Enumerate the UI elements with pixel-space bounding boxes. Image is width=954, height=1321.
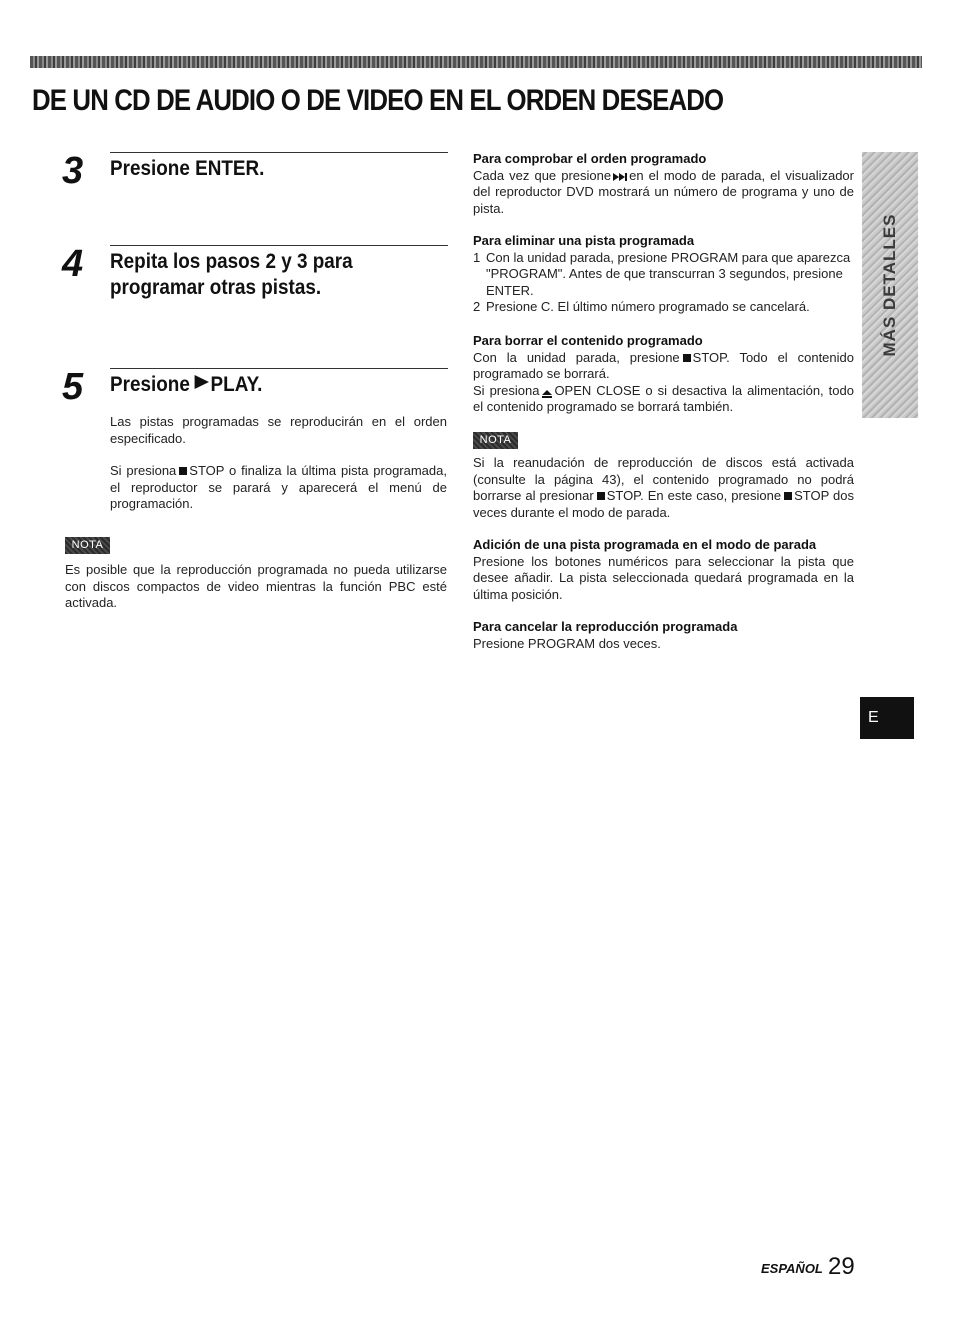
list-item [473, 299, 854, 316]
stop-icon [683, 354, 691, 362]
eject-icon [542, 390, 552, 398]
step-divider [110, 245, 448, 246]
nota-text: Es posible que la reproducción programada no pueda utilizarse con discos compactos de video mientras la función PBC esté activada. [65, 562, 447, 610]
step-title: Presione ENTER. [110, 157, 265, 180]
section-heading: Para borrar el contenido programado [473, 333, 703, 348]
section-text: Presione los botones numéricos para seleccionar la pista que desee añadir. La pista seleccionada quedará programada en la última posición. [473, 553, 854, 602]
list-text: Con la unidad parada, presione PROGRAM para que aparezca "PROGRAM". Antes de que transcurran 3 segundos, presione ENTER. [486, 249, 851, 298]
header-decorative-bar [30, 56, 922, 68]
section-heading: Adición de una pista programada en el modo de parada [473, 537, 817, 552]
stop-icon [597, 492, 605, 500]
section-cancel-program [473, 619, 854, 652]
text-fragment: Con la unidad parada, presione [473, 349, 680, 365]
text-fragment: STOP o finaliza la última pista programada, el reproductor se parará y aparecerá el menú de programación. [110, 463, 447, 511]
text-fragment: STOP. Todo el contenido programado se borrará. [473, 349, 854, 381]
step-number: 3 [62, 150, 84, 192]
text-fragment: Si presiona [473, 382, 540, 398]
step-number: 5 [62, 366, 84, 408]
list-text: Presione C. El último número programado se cancelará. [486, 299, 810, 314]
text-fragment: Cada vez que presione [473, 167, 612, 183]
step-5-description: Las pistas programadas se reproducirán en el orden especificado. [110, 414, 447, 446]
text-fragment: en el modo de parada, el visualizador del reproductor DVD mostrará un número de programa y uno de pista. [473, 167, 854, 216]
nota-text [473, 455, 854, 521]
step-divider [110, 368, 448, 369]
footer-language: ESPAÑOL [761, 1261, 823, 1276]
section-heading: Para eliminar una pista programada [473, 233, 695, 248]
step-number: 4 [62, 243, 84, 285]
side-section-tab [862, 152, 918, 418]
step-title [110, 372, 414, 398]
section-heading: Para comprobar el orden programado [473, 151, 707, 166]
list-item [473, 250, 854, 300]
section-text [473, 350, 854, 383]
step-title-prefix: Presione [110, 373, 190, 396]
section-add-track [473, 537, 854, 603]
nota-badge: NOTA [473, 432, 518, 449]
list-number: 1 [473, 249, 481, 265]
nota-badge: NOTA [65, 537, 110, 554]
nota-resume [473, 455, 854, 521]
page-title: DE UN CD DE AUDIO O DE VIDEO EN EL ORDEN DESEADO [32, 84, 724, 117]
text-fragment: STOP dos veces durante el modo de parada. [473, 488, 854, 520]
text-fragment: Si la reanudación de reproducción de discos está activada (consulte la página 43), el contenido programado no podrá borrarse al presionar [473, 455, 854, 503]
section-text [473, 168, 854, 218]
section-check-order [473, 151, 854, 217]
section-text [473, 383, 854, 416]
text-fragment: OPEN CLOSE o si desactiva la alimentación, todo el contenido programado se borrará también. [473, 382, 854, 414]
stop-behavior-text [110, 463, 447, 513]
section-heading: Para cancelar la reproducción programada [473, 619, 738, 634]
step-title-suffix: PLAY. [210, 373, 263, 396]
language-tab: E [860, 697, 914, 739]
play-icon [194, 375, 208, 389]
page-number: 29 [828, 1253, 855, 1280]
section-delete-track [473, 233, 854, 316]
step-3 [62, 152, 448, 192]
stop-icon [179, 467, 187, 475]
section-clear-program [473, 333, 854, 416]
stop-icon [784, 492, 792, 500]
step-title: Repita los pasos 2 y 3 para programar otras pistas. [110, 250, 353, 299]
section-text: Presione PROGRAM dos veces. [473, 635, 661, 651]
step-4 [62, 245, 448, 305]
text-fragment: STOP. En este caso, presione [606, 488, 782, 503]
side-tab-label: MÁS DETALLES [880, 213, 899, 357]
list-number: 2 [473, 299, 481, 314]
step-5 [62, 368, 448, 408]
text-fragment: Si presiona [110, 463, 177, 478]
step-divider [110, 152, 448, 153]
next-track-icon [613, 173, 627, 181]
